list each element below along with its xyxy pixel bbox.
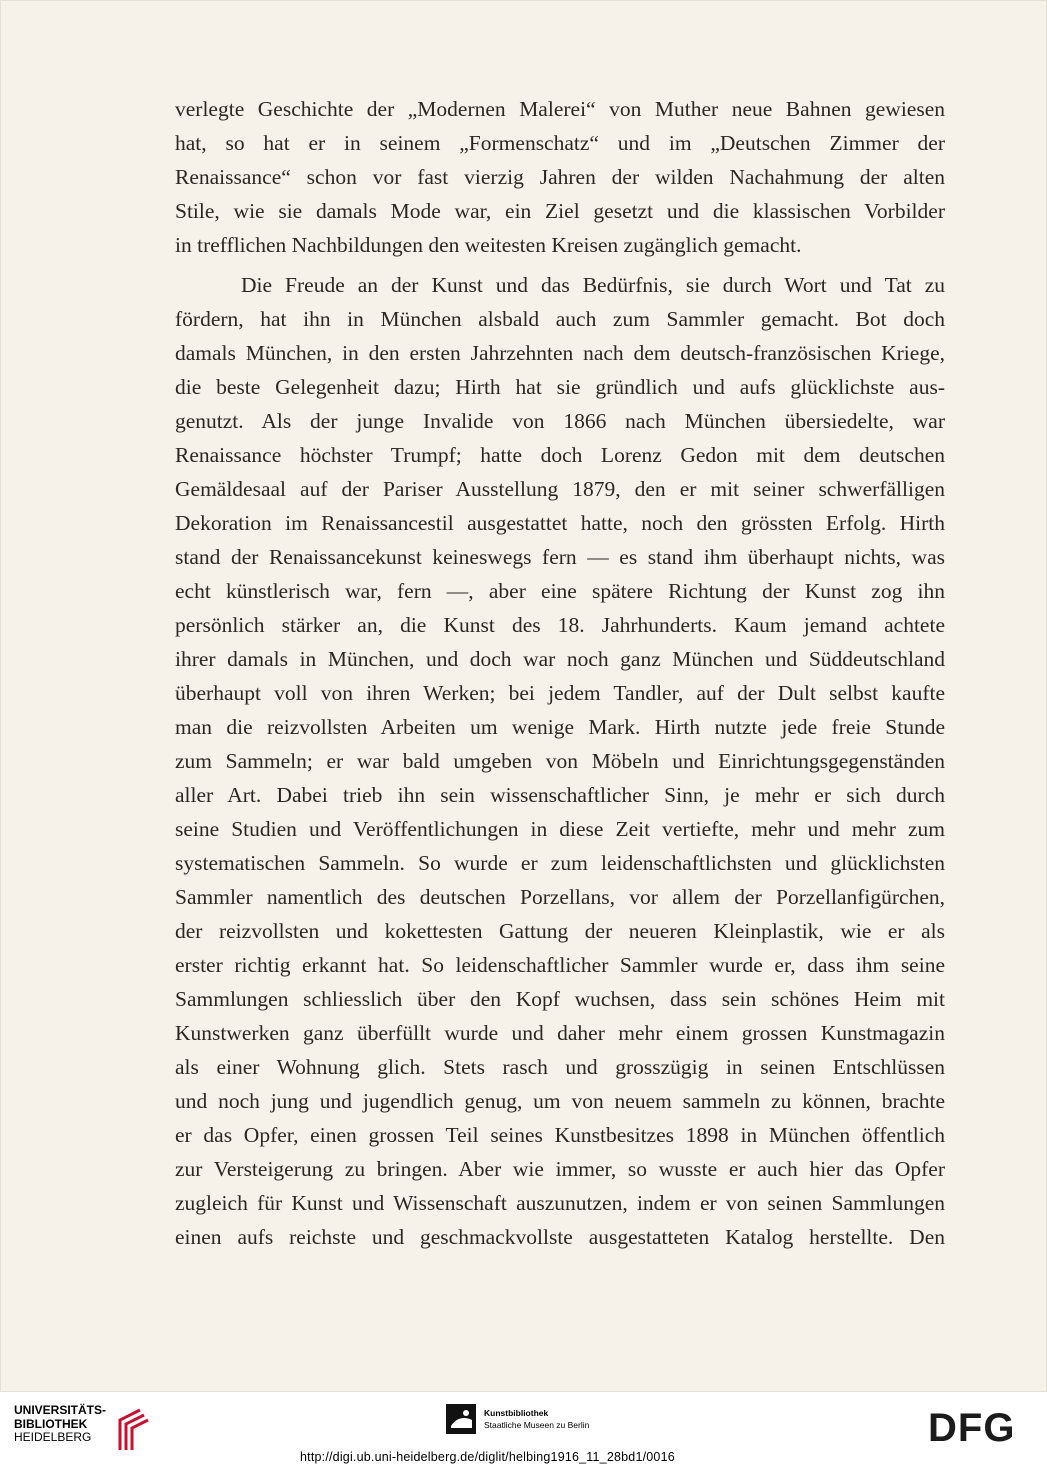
text-line: fördern, hat ihn in München alsbald auch zum Sammler gemacht. Bot doch	[175, 307, 945, 331]
text-line: als einer Wohnung glich. Stets rasch und grosszügig in seinen Entschlüssen	[175, 1055, 945, 1079]
ub-logo-text	[14, 1404, 106, 1445]
ub-emblem-icon	[106, 1406, 152, 1452]
text-line: Die Freude an der Kunst und das Bedürfnis, sie durch Wort und Tat zu	[241, 273, 945, 297]
ub-heidelberg-logo[interactable]	[14, 1404, 154, 1454]
kb-logo-line: Staatliche Museen zu Berlin	[484, 1420, 590, 1430]
text-line: Renaissance höchster Trumpf; hatte doch Lorenz Gedon mit dem deutschen	[175, 443, 945, 467]
text-line: damals München, in den ersten Jahrzehnten nach dem deutsch-französischen Kriege,	[175, 341, 945, 365]
text-line: in trefflichen Nachbildungen den weitesten Kreisen zugänglich gemacht.	[175, 233, 802, 257]
text-line: Sammlungen schliesslich über den Kopf wuchsen, dass sein schönes Heim mit	[175, 987, 945, 1011]
text-line: Sammler namentlich des deutschen Porzellans, vor allem der Porzellanfigürchen,	[175, 885, 945, 909]
text-line: seine Studien und Veröffentlichungen in diese Zeit vertiefte, mehr und mehr zum	[175, 817, 945, 841]
text-line: der reizvollsten und kokettesten Gattung der neueren Kleinplastik, wie er als	[175, 919, 945, 943]
text-line: systematischen Sammeln. So wurde er zum leidenschaftlichsten und glücklichsten	[175, 851, 945, 875]
text-line: Kunstwerken ganz überfüllt wurde und daher mehr einem grossen Kunstmagazin	[175, 1021, 945, 1045]
dfg-logo[interactable]: DFG	[928, 1406, 1016, 1450]
text-line: aller Art. Dabei trieb ihn sein wissenschaftlicher Sinn, je mehr er sich durch	[175, 783, 945, 807]
text-line: genutzt. Als der junge Invalide von 1866 nach München übersiedelte, war	[175, 409, 945, 433]
text-line: ihrer damals in München, und doch war noch ganz München und Süddeutschland	[175, 647, 945, 671]
text-line: zur Versteigerung zu bringen. Aber wie immer, so wusste er auch hier das Opfer	[175, 1157, 945, 1181]
text-line: stand der Renaissancekunst keineswegs fern — es stand ihm überhaupt nichts, was	[175, 545, 945, 569]
footer-bar	[0, 1392, 1047, 1469]
text-line: hat, so hat er in seinem „Formenschatz“ und im „Deutschen Zimmer der	[175, 131, 945, 155]
text-line: er das Opfer, einen grossen Teil seines Kunstbesitzes 1898 in München öffentlich	[175, 1123, 945, 1147]
ub-logo-line: BIBLIOTHEK	[14, 1416, 88, 1431]
text-line: zum Sammeln; er war bald umgeben von Möbeln und Einrichtungsgegenständen	[175, 749, 945, 773]
text-line: verlegte Geschichte der „Modernen Malerei“ von Muther neue Bahnen gewiesen	[175, 97, 945, 121]
text-line: überhaupt voll von ihren Werken; bei jedem Tandler, auf der Dult selbst kaufte	[175, 681, 945, 705]
text-line: man die reizvollsten Arbeiten um wenige Mark. Hirth nutzte jede freie Stunde	[175, 715, 945, 739]
ub-logo-line: UNIVERSITÄTS-	[14, 1403, 107, 1417]
body-text	[175, 92, 945, 1254]
text-line: Renaissance“ schon vor fast vierzig Jahren der wilden Nachahmung der alten	[175, 165, 945, 189]
kunstbibliothek-text	[484, 1407, 589, 1431]
permalink-url[interactable]: http://digi.ub.uni-heidelberg.de/diglit/helbing1916_11_28bd1/0016	[300, 1450, 675, 1464]
text-line: persönlich stärker an, die Kunst des 18. Jahrhunderts. Kaum jemand achtete	[175, 613, 945, 637]
kunstbibliothek-logo[interactable]	[446, 1404, 646, 1440]
text-line: zugleich für Kunst und Wissenschaft auszunutzen, indem er von seinen Sammlungen	[175, 1191, 945, 1215]
kunstbibliothek-emblem-icon	[446, 1404, 476, 1434]
text-line: und noch jung und jugendlich genug, um von neuem sammeln zu können, brachte	[175, 1089, 945, 1113]
kb-logo-line: Kunstbibliothek	[484, 1408, 549, 1418]
text-line: erster richtig erkannt hat. So leidenschaftlicher Sammler wurde er, dass ihm seine	[175, 953, 945, 977]
text-line: echt künstlerisch war, fern —, aber eine spätere Richtung der Kunst zog ihn	[175, 579, 945, 603]
text-line: Dekoration im Renaissancestil ausgestattet hatte, noch den grössten Erfolg. Hirth	[175, 511, 945, 535]
text-line: Stile, wie sie damals Mode war, ein Ziel gesetzt und die klassischen Vorbilder	[175, 199, 945, 223]
ub-logo-line: HEIDELBERG	[14, 1430, 92, 1444]
text-line: die beste Gelegenheit dazu; Hirth hat sie gründlich und aufs glücklichste aus-	[175, 375, 945, 399]
text-line: Gemäldesaal auf der Pariser Ausstellung 1879, den er mit seiner schwerfälligen	[175, 477, 945, 501]
text-line: einen aufs reichste und geschmackvollste ausgestatteten Katalog herstellte. Den	[175, 1225, 945, 1249]
